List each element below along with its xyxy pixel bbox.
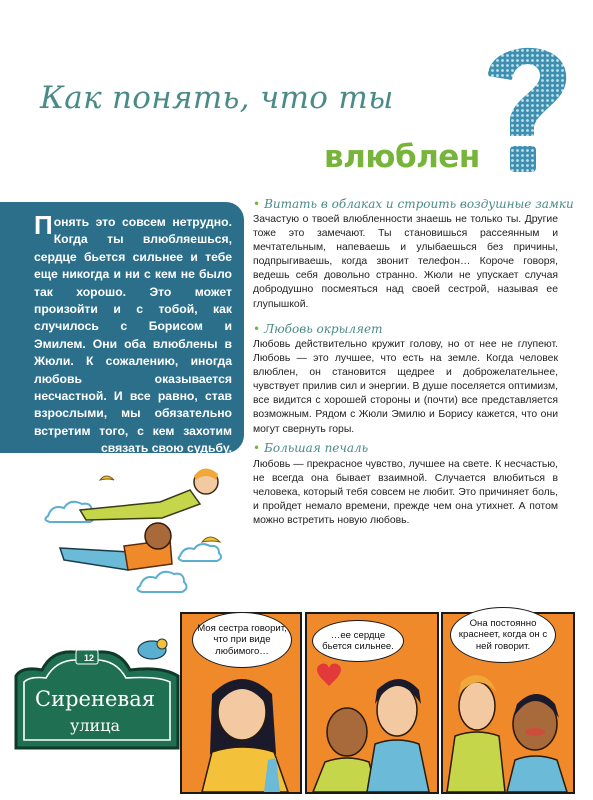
page-title-line2: влюблен [324,139,480,175]
intro-body: онять это совсем нетрудно. Когда ты влюбляешься, сердце бьется сильнее и тебе еще никогда и ни с кем не было так хорошо. Это может произойти и с тобой, как случилось с Борисом и Эмилем. Они оба влюблены в Жюли. К сожалению, иногда любовь оказывается несчастной. И все равно, став взрослыми, мы обязательно встретим того, с кем захотим связать свою судьбу. [34,215,232,456]
drop-cap: П [34,210,53,240]
street-name-line1: Сиреневая [35,687,155,711]
section-heading-1 [253,197,574,211]
page-title-line1: Как понять, что ты [40,80,394,116]
bullet-icon: • [253,197,261,211]
section-text-2: Любовь действительно кружит голову, но от нее не глупеют. Любовь — это лучшее, что есть на земле. Когда человек влюблен, он становится щедрее и доброжелательнее, чувствует прилив сил и энергии. В душе поселяется оптимизм, все видится с хорошей стороны и (почти) все представляется возможным. Рядом с Жюли Эмилю и Борису кажется, что они могут свернуть горы. [253,339,558,435]
speech-bubble-2: …ее сердце бьется сильнее. [312,620,404,662]
flying-boys-illustration [40,460,270,620]
bird-icon [100,476,114,480]
bullet-icon: • [253,441,261,455]
speech-bubble-1: Моя сестра говорит, что при виде любимого… [192,612,292,668]
street-name-line2: улица [69,716,121,735]
section-heading-1-text: Витать в облаках и строить воздушные замки [264,197,574,211]
bird-icon [202,537,220,542]
section-heading-3-text: Большая печаль [264,441,369,455]
section-heading-2-text: Любовь окрыляет [264,322,383,336]
section-text-1: Зачастую о твоей влюбленности знаешь не только ты. Другие тоже это замечают. Ты становишься рассеянным и мечтательным, напеваешь и улыбаешься без причины, подпрыгиваешь, когда звонит телефон… Короче говоря, ведешь себя довольно странно. Жюли не упускает случая добродушно посмеяться над своей сестрой, называя ее глупышкой. [253,214,558,310]
speech-bubble-3: Она постоянно краснеет, когда он с ней говорит. [450,607,556,663]
street-number: 12 [84,653,95,663]
bullet-icon: • [253,322,261,336]
section-text-3: Любовь — прекрасное чувство, лучшее на свете. К несчастью, не всегда она бывает взаимной. Случается влюбиться в человека, который тебя совсем не любит. Это причиняет боль, и пройдет немало времени, прежде чем она утихнет. А потом можно встретить новую любовь. [253,459,558,527]
bird-icon [138,639,167,659]
intro-text [34,210,232,458]
question-mark-icon [470,28,580,188]
heart-icon [317,664,341,687]
section-heading-3 [253,441,558,455]
section-heading-2 [253,322,558,336]
